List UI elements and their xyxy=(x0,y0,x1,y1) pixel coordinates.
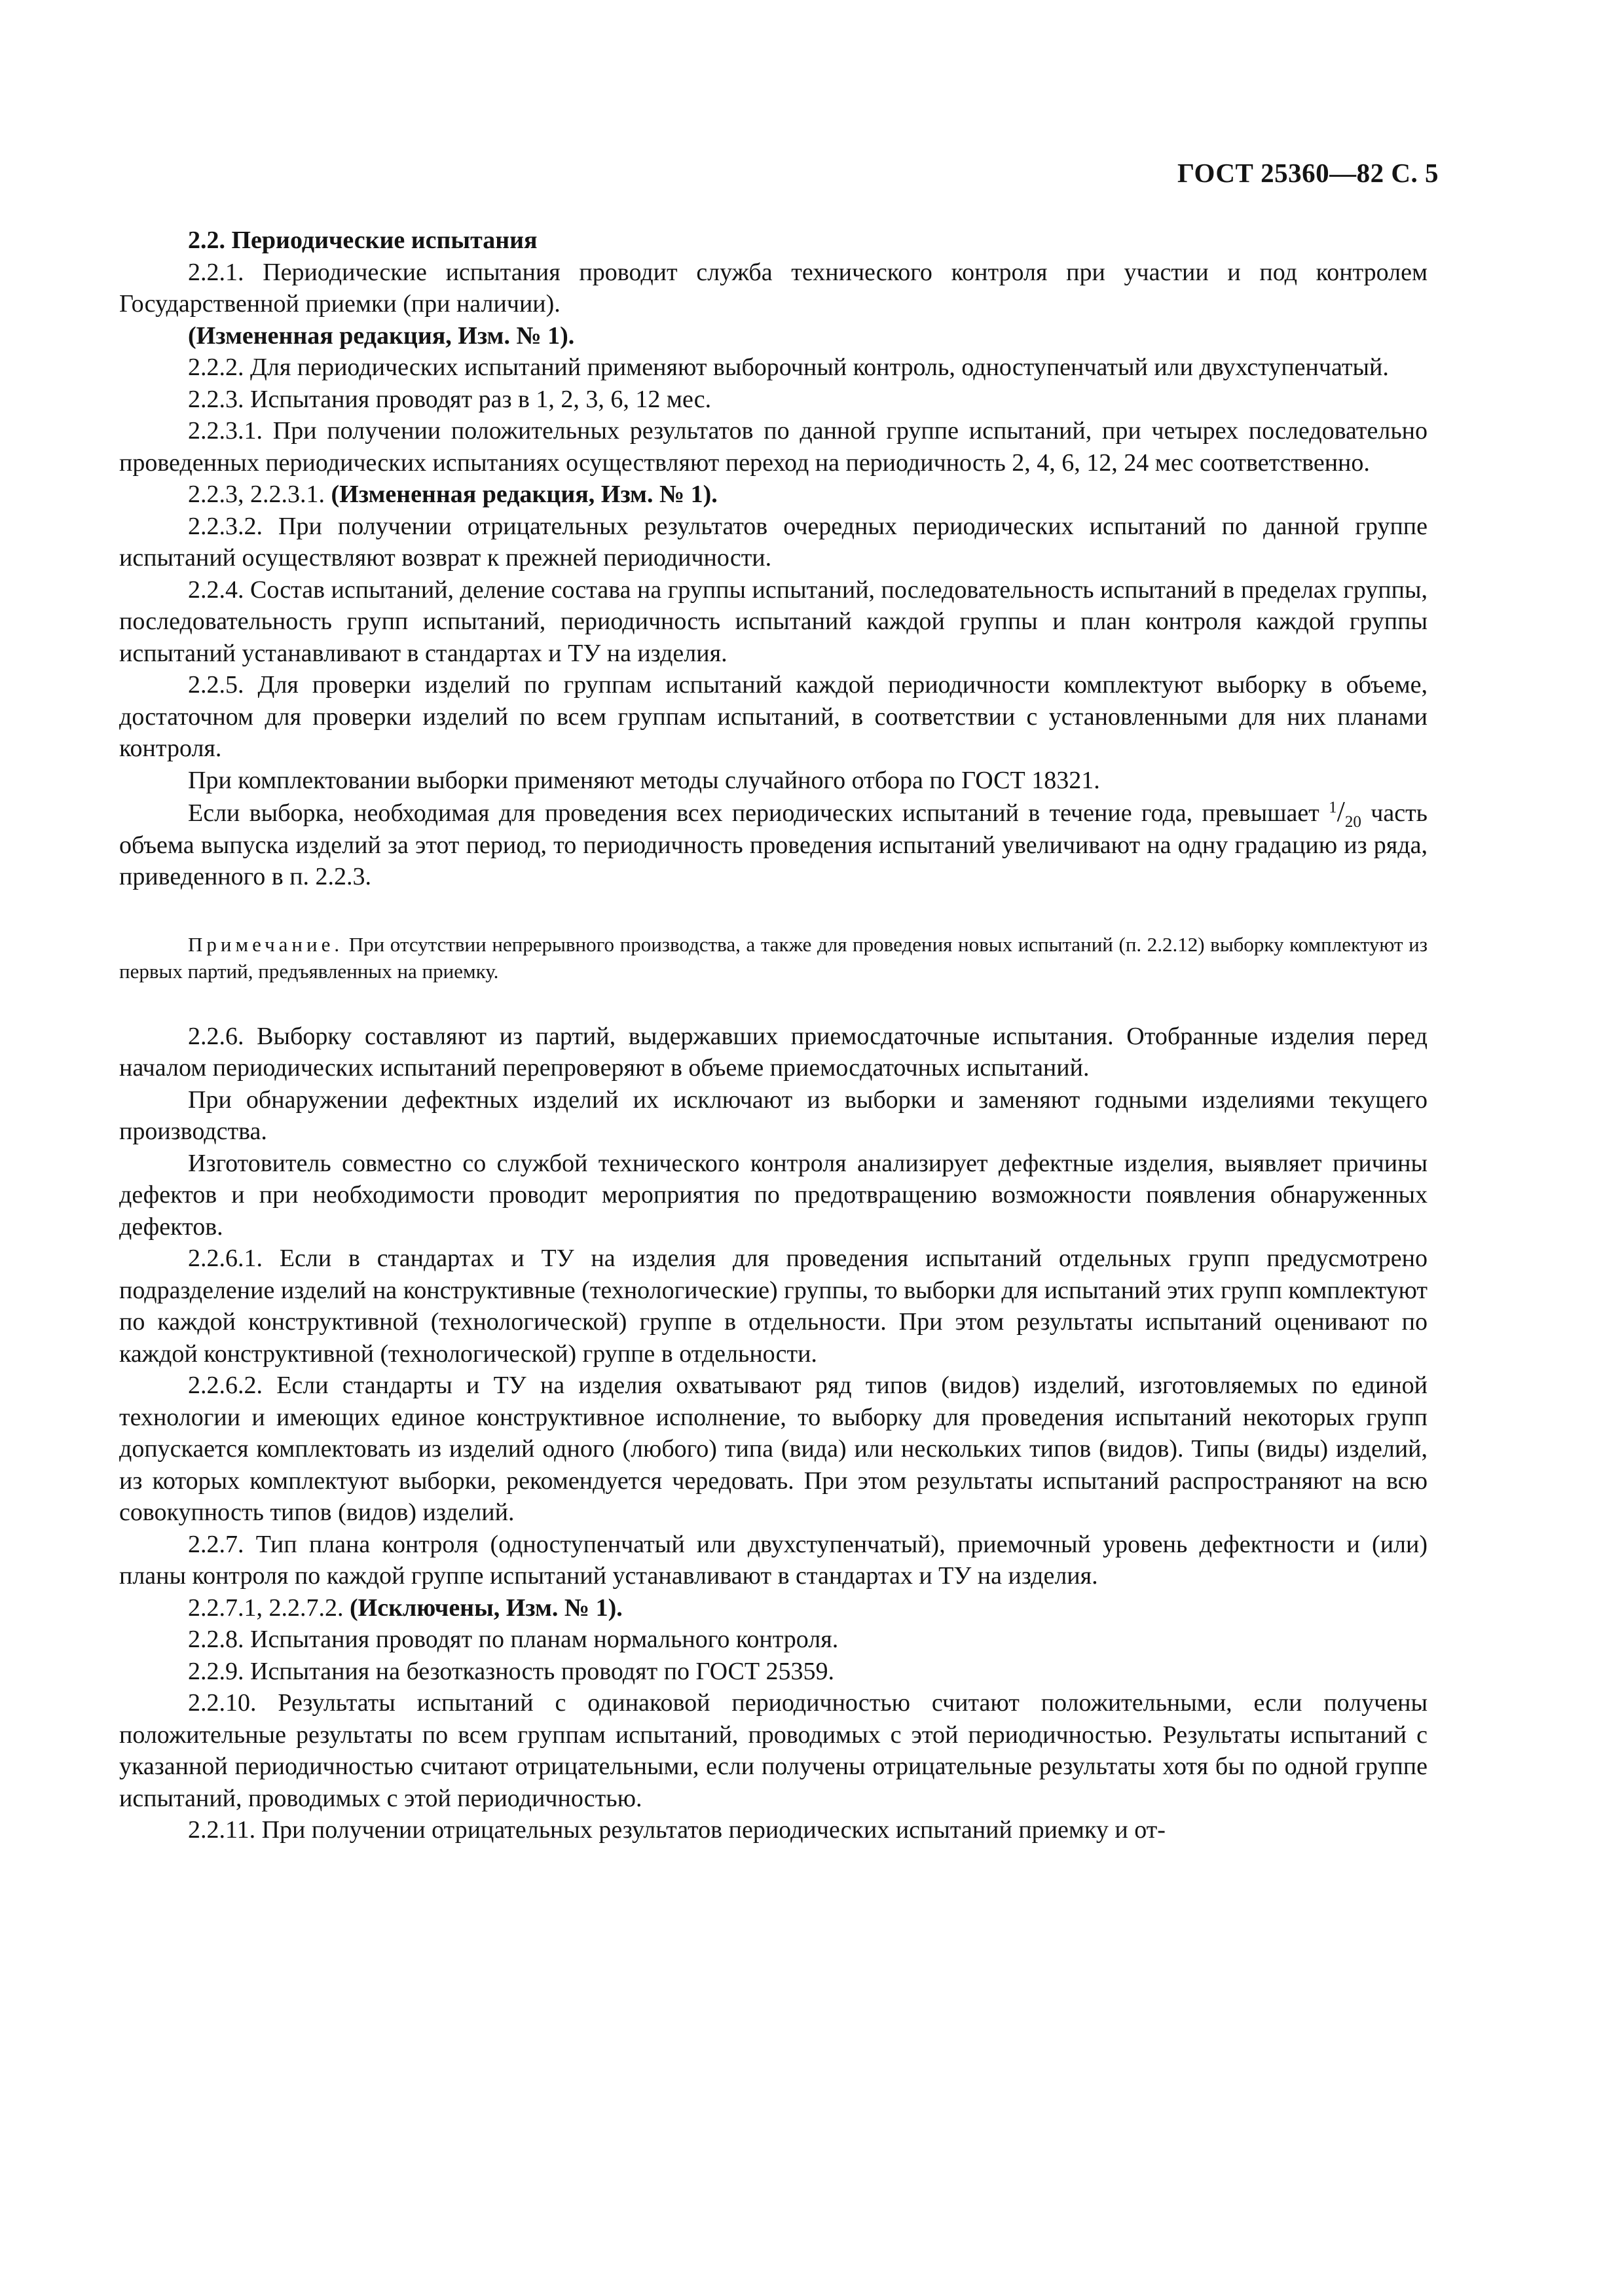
paragraph-2-2-8: 2.2.8. Испытания проводят по планам нормального контроля. xyxy=(188,1626,839,1653)
paragraph-2-2-3: 2.2.3. Испытания проводят раз в 1, 2, 3, 6, 12 мес. xyxy=(188,385,712,413)
page-header: ГОСТ 25360—82 С. 5 xyxy=(1177,158,1439,188)
paragraph-2-2-5-volume xyxy=(119,796,1428,893)
paragraph-2-2-6-2: 2.2.6.2. Если стандарты и ТУ на изделия охватывают ряд типов (видов) изделий, изготовляемых по единой технологии и имеющих единое конструктивное исполнение, то выборку для проведения испытаний некоторых групп допускается комплектовать из изделий одного (любого) типа (вида) или нескольких типов (видов). Типы (виды) изделий, из которых комплектуют выборки, рекомендуется чередовать. При этом результаты испытаний распространяют на всю совокупность типов (видов) изделий. xyxy=(119,1372,1428,1526)
fraction-numerator: 1 xyxy=(1329,799,1337,816)
paragraph-2-2-3-2: 2.2.3.2. При получении отрицательных результатов очередных периодических испытаний по данной группе испытаний осуществляют возврат к прежней периодичности. xyxy=(119,512,1428,572)
amendment-ref: 2.2.3, 2.2.3.1. xyxy=(188,481,331,508)
paragraph-2-2-6-analysis: Изготовитель совместно со службой технического контроля анализирует дефектные изделия, выявляет причины дефектов и при необходимости проводит мероприятия по предотвращению возможности появления обнаруженных дефектов. xyxy=(119,1149,1428,1241)
amendment-text: (Измененная редакция, Изм. № 1). xyxy=(331,481,718,508)
text-before-fraction: Если выборка, необходимая для проведения всех периодических испытаний в течение года, превышает xyxy=(188,799,1329,827)
fraction: $^1/_{20}$ xyxy=(1329,795,1361,831)
paragraph-2-2-3-1: 2.2.3.1. При получении положительных результатов по данной группе испытаний, при четырех последовательно проведенных периодических испытаниях осуществляют переход на периодичность 2, 4, 6, 12, 24 мес соответственно. xyxy=(119,417,1428,477)
paragraph-2-2-11: 2.2.11. При получении отрицательных результатов периодических испытаний приемку и от- xyxy=(188,1816,1166,1844)
paragraph-2-2-7-1 xyxy=(119,1592,1428,1624)
paragraph-2-2-1: 2.2.1. Периодические испытания проводит служба технического контроля при участии и под контролем Государственной приемки (при наличии). xyxy=(119,258,1428,318)
paragraph-2-2-6-defects: При обнаружении дефектных изделий их исключают из выборки и заменяют годными изделиями текущего производства. xyxy=(119,1085,1428,1145)
text-after-fraction: часть объема выпуска изделий за этот период, то периодичность проведения испытаний увеличивают на одну градацию из ряда, приведенного в п. 2.2.3. xyxy=(119,799,1428,890)
paragraph-2-2-5-sampling: При комплектовании выборки применяют методы случайного отбора по ГОСТ 18321. xyxy=(188,766,1100,794)
paragraph-2-2-10: 2.2.10. Результаты испытаний с одинаковой периодичностью считают положительными, если получены положительные результаты по всем группам испытаний, проводимых с этой периодичностью. Результаты испытаний с указанной периодичностью считают отрицательными, если получены отрицательные результаты хотя бы по одной группе испытаний, проводимых с этой периодичностью. xyxy=(119,1689,1428,1812)
amendment-note: (Измененная редакция, Изм. № 1). xyxy=(188,321,575,350)
paragraph-2-2-5: 2.2.5. Для проверки изделий по группам испытаний каждой периодичности комплектуют выборку в объеме, достаточном для проверки изделий по всем группам испытаний, в соответствии с установленными для них планами контроля. xyxy=(119,671,1428,762)
excluded-text: (Исключены, Изм. № 1). xyxy=(350,1594,623,1622)
amendment-2-2-3 xyxy=(119,479,1428,511)
paragraph-2-2-4: 2.2.4. Состав испытаний, деление состава на группы испытаний, последовательность испытаний в пределах группы, последовательность групп испытаний, периодичность испытаний каждой группы и план контроля каждой группы испытаний устанавливают в стандартах и ТУ на изделия. xyxy=(119,575,1428,667)
paragraph-2-2-9: 2.2.9. Испытания на безотказность проводят по ГОСТ 25359. xyxy=(188,1657,835,1685)
note xyxy=(119,931,1428,985)
paragraph-2-2-2: 2.2.2. Для периодических испытаний применяют выборочный контроль, одноступенчатый или двухступенчатый. xyxy=(188,354,1389,381)
paragraph-2-2-6: 2.2.6. Выборку составляют из партий, выдержавших приемосдаточные испытания. Отобранные изделия перед началом периодических испытаний перепроверяют в объеме приемосдаточных испытаний. xyxy=(119,1022,1428,1082)
note-text: При отсутствии непрерывного производства, а также для проведения новых испытаний (п. 2.2.12) выборку комплектуют из первых партий, предъявленных на приемку. xyxy=(119,932,1428,983)
section-2-2 xyxy=(119,225,1428,1846)
paragraph-2-2-7: 2.2.7. Тип плана контроля (одноступенчатый или двухступенчатый), приемочный уровень дефектности и (или) планы контроля по каждой группе испытаний устанавливают в стандартах и ТУ на изделия. xyxy=(119,1530,1428,1590)
paragraph-2-2-6-1: 2.2.6.1. Если в стандартах и ТУ на изделия для проведения испытаний отдельных групп предусмотрено подразделение изделий на конструктивные (технологические) группы, то выборки для испытаний этих групп комплектуют по каждой конструктивной (технологической) группе в отдельности. При этом результаты испытаний оценивают по каждой конструктивной (технологической) группе в отдельности. xyxy=(119,1245,1428,1368)
fraction-denominator: 20 xyxy=(1344,813,1361,831)
section-heading: 2.2. Периодические испытания xyxy=(188,227,538,254)
note-label: Примечание. xyxy=(188,932,344,956)
excluded-ref: 2.2.7.1, 2.2.7.2. xyxy=(188,1594,350,1622)
